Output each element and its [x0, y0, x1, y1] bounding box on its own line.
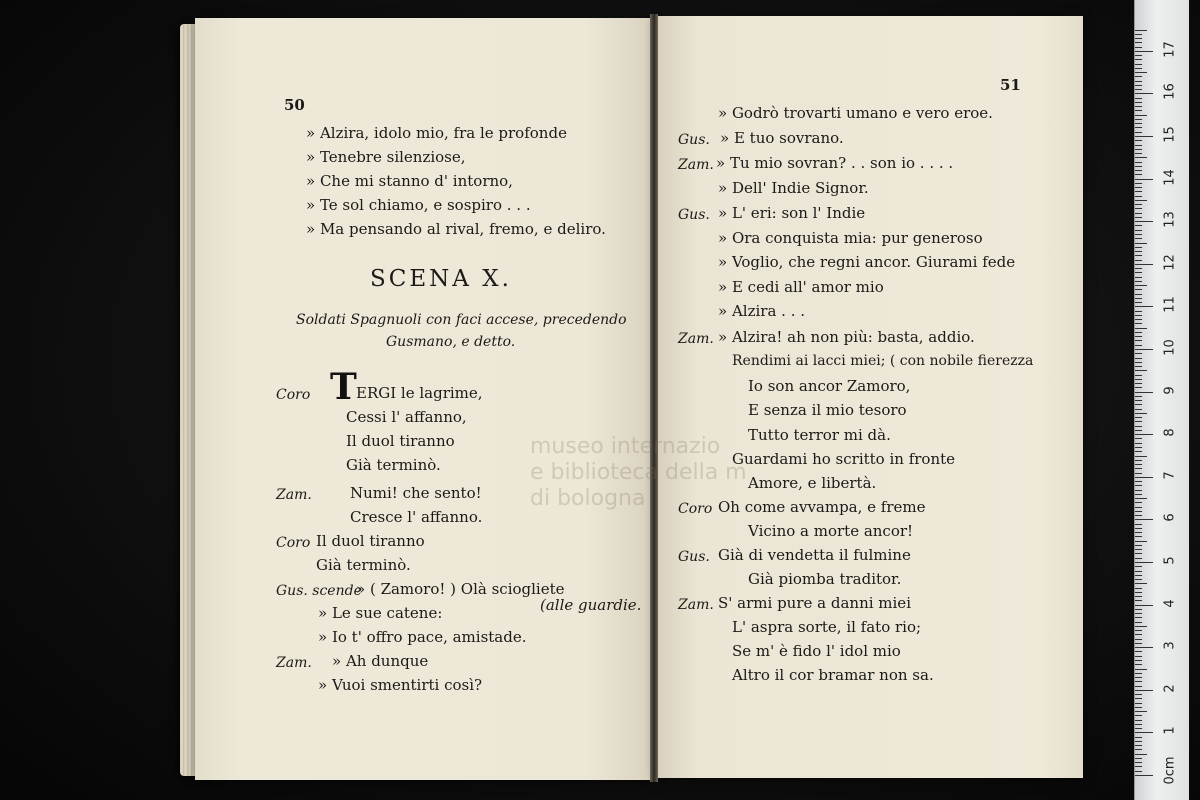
ruler-tick [1135, 396, 1142, 397]
dialogue-line: ERGI le lagrime, [356, 384, 483, 402]
watermark-line2: e biblioteca della m [530, 460, 747, 485]
ruler-tick [1135, 720, 1142, 721]
ruler-tick [1135, 98, 1142, 99]
ruler-tick [1135, 583, 1147, 584]
ruler-number: 7 [1162, 471, 1178, 480]
ruler-tick [1135, 353, 1142, 354]
ruler-tick [1135, 532, 1142, 533]
ruler-tick [1135, 115, 1147, 116]
ruler-tick [1135, 230, 1142, 231]
ruler-tick [1135, 579, 1142, 580]
ruler-tick [1135, 494, 1142, 495]
ruler-number: 14 [1162, 168, 1178, 186]
ruler-tick [1135, 758, 1142, 759]
dialogue-line: Il duol tiranno [346, 432, 455, 450]
ruler-tick [1135, 421, 1142, 422]
dialogue-line: » Tu mio sovran? . . son io . . . . [716, 154, 954, 172]
ruler-tick [1135, 366, 1142, 367]
ruler-tick [1135, 55, 1142, 56]
dialogue-line: » Ah dunque [332, 652, 429, 670]
drop-cap: T [330, 366, 357, 408]
ruler-tick [1135, 605, 1153, 606]
ruler-number: 16 [1162, 83, 1178, 101]
ruler-tick [1135, 677, 1142, 678]
ruler-tick [1135, 162, 1142, 163]
dialogue-line: » ( Zamoro! ) Olà sciogliete [356, 580, 565, 598]
ruler-tick [1135, 153, 1142, 154]
ruler-tick [1135, 519, 1153, 520]
dialogue-line: Guardami ho scritto in fronte [732, 450, 956, 468]
dialogue-line: Se m' è fido l' idol mio [732, 642, 901, 660]
ruler-tick [1135, 238, 1142, 239]
ruler-tick [1135, 481, 1142, 482]
ruler-number: 6 [1162, 513, 1178, 523]
ruler-tick [1135, 490, 1142, 491]
ruler-tick [1135, 102, 1142, 103]
ruler-tick [1135, 127, 1142, 128]
ruler-tick [1135, 289, 1142, 290]
speaker-label: Zam. [678, 157, 714, 173]
ruler-tick [1135, 387, 1142, 388]
dialogue-line: » Godrò trovarti umano e vero eroe. [718, 104, 993, 122]
ruler-tick [1135, 149, 1142, 150]
dialogue-line: Numi! che sento! [350, 484, 482, 502]
dialogue-line: Cessi l' affanno, [346, 408, 467, 426]
verse-line: » Che mi stanno d' intorno, [306, 172, 513, 190]
dialogue-line: » Dell' Indie Signor. [718, 179, 869, 197]
ruler-tick [1135, 306, 1153, 307]
ruler-tick [1135, 664, 1142, 665]
speaker-label: Zam. [678, 331, 714, 347]
ruler-tick [1135, 562, 1153, 563]
ruler-tick [1135, 255, 1142, 256]
ruler-tick [1135, 443, 1142, 444]
ruler-tick [1135, 711, 1147, 712]
ruler-tick [1135, 588, 1142, 589]
ruler-tick [1135, 622, 1142, 623]
ruler-tick [1135, 434, 1153, 435]
ruler-tick [1135, 460, 1142, 461]
ruler-tick [1135, 737, 1142, 738]
ruler-tick [1135, 771, 1142, 772]
ruler-tick [1135, 243, 1147, 244]
ruler-tick [1135, 281, 1142, 282]
ruler-tick [1135, 59, 1142, 60]
dialogue-line: L' aspra sorte, il fato rio; [732, 618, 922, 636]
ruler-tick [1135, 545, 1142, 546]
ruler-tick [1135, 358, 1142, 359]
ruler-tick [1135, 656, 1142, 657]
ruler-tick [1135, 451, 1142, 452]
dialogue-line: » L' eri: son l' Indie [718, 204, 866, 222]
ruler-tick [1135, 724, 1142, 725]
ruler-tick [1135, 575, 1142, 576]
dialogue-line: Altro il cor bramar non sa. [732, 666, 934, 684]
ruler-number: 2 [1162, 684, 1178, 693]
dialogue-line: » Alzira! ah non più: basta, addio. [718, 328, 975, 346]
dialogue-line: » Alzira . . . [718, 302, 805, 320]
ruler-number: 15 [1162, 126, 1178, 143]
ruler-tick [1135, 536, 1142, 537]
speaker-label: Zam. [276, 655, 312, 671]
ruler-tick [1135, 400, 1142, 401]
speaker-label: Zam. [276, 487, 312, 503]
dialogue-line: » Io t' offro pace, amistade. [318, 628, 527, 646]
ruler-tick [1135, 754, 1147, 755]
speaker-label: Gus. [678, 207, 710, 223]
dialogue-line: » Ora conquista mia: pur generoso [718, 229, 983, 247]
ruler-tick [1135, 123, 1142, 124]
ruler-tick [1135, 511, 1142, 512]
ruler-tick [1135, 626, 1147, 627]
ruler-tick [1135, 234, 1142, 235]
ruler-tick [1135, 703, 1142, 704]
ruler-tick [1135, 217, 1142, 218]
ruler-tick [1135, 119, 1142, 120]
ruler-tick [1135, 413, 1147, 414]
ruler-tick [1135, 609, 1142, 610]
ruler-tick [1135, 140, 1142, 141]
ruler-tick [1135, 85, 1142, 86]
dialogue-line: Già piomba traditor. [748, 570, 902, 588]
ruler-tick [1135, 732, 1153, 733]
ruler-tick [1135, 51, 1153, 52]
ruler-tick [1135, 179, 1153, 180]
ruler-tick [1135, 379, 1142, 380]
ruler-tick [1135, 196, 1142, 197]
verse-line: » Ma pensando al rival, fremo, e deliro. [306, 220, 606, 238]
ruler-tick [1135, 749, 1142, 750]
ruler-tick [1135, 362, 1142, 363]
ruler-tick [1135, 375, 1142, 376]
ruler-tick [1135, 686, 1142, 687]
watermark-line3: di bologna [530, 486, 646, 511]
ruler-number: 3 [1162, 641, 1178, 650]
ruler-tick [1135, 634, 1142, 635]
ruler-tick [1135, 600, 1142, 601]
speaker-label: Coro [276, 387, 311, 403]
ruler-tick [1135, 200, 1147, 201]
dialogue-line: Tutto terror mi dà. [748, 426, 891, 444]
ruler-tick [1135, 566, 1142, 567]
ruler-tick [1135, 507, 1142, 508]
ruler-tick [1135, 302, 1142, 303]
ruler-tick [1135, 208, 1142, 209]
ruler-tick [1135, 571, 1142, 572]
ruler-tick [1135, 191, 1142, 192]
dialogue-line: S' armi pure a danni miei [718, 594, 911, 612]
ruler-tick [1135, 311, 1142, 312]
book-gutter [650, 14, 658, 782]
ruler-tick [1135, 213, 1142, 214]
ruler-tick [1135, 473, 1142, 474]
dialogue-line: Io son ancor Zamoro, [748, 377, 911, 395]
ruler-tick [1135, 498, 1147, 499]
measuring-ruler [1134, 0, 1189, 800]
scene-title: SCENA X. [370, 266, 512, 292]
ruler-tick [1135, 690, 1153, 691]
ruler-tick [1135, 323, 1142, 324]
ruler-tick [1135, 502, 1142, 503]
dialogue-line: Cresce l' affanno. [350, 508, 483, 526]
ruler-tick [1135, 106, 1142, 107]
ruler-tick [1135, 132, 1142, 133]
ruler-number: 13 [1162, 211, 1178, 228]
ruler-tick [1135, 549, 1142, 550]
ruler-tick [1135, 247, 1142, 248]
ruler-tick [1135, 136, 1153, 137]
dialogue-line: E senza il mio tesoro [748, 401, 907, 419]
aside-direction: (alle guardie. [540, 596, 642, 614]
dialogue-line: Già di vendetta il fulmine [718, 546, 911, 564]
dialogue-line: Vicino a morte ancor! [748, 522, 914, 540]
dialogue-line: » Le sue catene: [318, 604, 443, 622]
ruler-tick [1135, 187, 1142, 188]
ruler-tick [1135, 613, 1142, 614]
dialogue-line: Rendimi ai lacci miei; ( con nobile fierezza [732, 353, 1034, 369]
ruler-tick [1135, 707, 1142, 708]
ruler-tick [1135, 47, 1142, 48]
ruler-tick [1135, 68, 1142, 69]
dialogue-line: Già terminò. [316, 556, 411, 574]
verse-line: » Tenebre silenziose, [306, 148, 466, 166]
ruler-tick [1135, 673, 1142, 674]
ruler-tick [1135, 596, 1142, 597]
ruler-tick [1135, 456, 1147, 457]
ruler-tick [1135, 715, 1142, 716]
ruler-tick [1135, 728, 1142, 729]
stage-direction-line2: Gusmano, e detto. [386, 334, 516, 350]
ruler-tick [1135, 349, 1153, 350]
ruler-tick [1135, 225, 1142, 226]
ruler-number: 5 [1162, 556, 1178, 565]
dialogue-line: Già terminò. [346, 456, 441, 474]
ruler-tick [1135, 681, 1142, 682]
ruler-number: 9 [1162, 385, 1178, 395]
ruler-tick [1135, 277, 1142, 278]
ruler-tick [1135, 204, 1142, 205]
ruler-tick [1135, 409, 1142, 410]
ruler-tick [1135, 298, 1142, 299]
dialogue-line: » Voglio, che regni ancor. Giurami fede [718, 253, 1016, 271]
ruler-number: 10 [1162, 339, 1178, 356]
ruler-tick [1135, 89, 1142, 90]
speaker-label: Zam. [678, 597, 714, 613]
ruler-tick [1135, 766, 1142, 767]
ruler-tick [1135, 528, 1142, 529]
stage-direction-line1: Soldati Spagnuoli con faci accese, precedendo [296, 312, 627, 328]
ruler-tick [1135, 541, 1147, 542]
ruler-tick [1135, 336, 1142, 337]
ruler-tick [1135, 669, 1147, 670]
ruler-tick [1135, 294, 1142, 295]
ruler-tick [1135, 110, 1142, 111]
ruler-tick [1135, 553, 1142, 554]
ruler-tick [1135, 340, 1142, 341]
verse-line: » Alzira, idolo mio, fra le profonde [306, 124, 567, 142]
ruler-tick [1135, 264, 1153, 265]
ruler-tick [1135, 174, 1142, 175]
ruler-tick [1135, 268, 1142, 269]
ruler-tick [1135, 157, 1147, 158]
ruler-tick [1135, 166, 1142, 167]
ruler-tick [1135, 515, 1142, 516]
ruler-tick [1135, 447, 1142, 448]
ruler-tick [1135, 775, 1153, 776]
ruler-tick [1135, 741, 1142, 742]
ruler-tick [1135, 221, 1153, 222]
ruler-tick [1135, 762, 1142, 763]
verse-line: » Te sol chiamo, e sospiro . . . [306, 196, 531, 214]
ruler-tick [1135, 38, 1142, 39]
ruler-tick [1135, 630, 1142, 631]
ruler-tick [1135, 76, 1142, 77]
ruler-tick [1135, 438, 1142, 439]
ruler-tick [1135, 332, 1142, 333]
ruler-tick [1135, 285, 1147, 286]
ruler-tick [1135, 370, 1147, 371]
ruler-tick [1135, 745, 1142, 746]
ruler-tick [1135, 430, 1142, 431]
ruler-tick [1135, 524, 1142, 525]
dialogue-line: Amore, e libertà. [748, 474, 877, 492]
dialogue-line: » E cedi all' amor mio [718, 278, 884, 296]
ruler-tick [1135, 145, 1142, 146]
speaker-label: Gus. [678, 549, 710, 565]
ruler-tick [1135, 647, 1153, 648]
ruler-tick [1135, 404, 1142, 405]
ruler-number: 0cm [1162, 756, 1178, 785]
watermark-line1: museo internazio [530, 434, 721, 459]
ruler-tick [1135, 315, 1142, 316]
ruler-tick [1135, 464, 1142, 465]
ruler-tick [1135, 30, 1147, 31]
ruler-tick [1135, 651, 1142, 652]
ruler-number: 1 [1162, 726, 1178, 736]
dialogue-line: » Vuoi smentirti così? [318, 676, 483, 694]
ruler-number: 11 [1162, 296, 1178, 314]
ruler-tick [1135, 93, 1153, 94]
ruler-tick [1135, 426, 1142, 427]
ruler-tick [1135, 477, 1153, 478]
ruler-tick [1135, 417, 1142, 418]
ruler-tick [1135, 42, 1142, 43]
ruler-tick [1135, 170, 1142, 171]
ruler-tick [1135, 698, 1142, 699]
ruler-tick [1135, 485, 1142, 486]
ruler-tick [1135, 260, 1142, 261]
ruler-tick [1135, 383, 1142, 384]
ruler-tick [1135, 592, 1142, 593]
ruler-tick [1135, 639, 1142, 640]
ruler-number: 4 [1162, 598, 1178, 608]
ruler-number: 12 [1162, 254, 1178, 271]
ruler-tick [1135, 183, 1142, 184]
speaker-label: Gus. scende [276, 583, 362, 599]
speaker-label: Gus. [678, 132, 710, 148]
ruler-tick [1135, 272, 1142, 273]
ruler-tick [1135, 694, 1142, 695]
ruler-tick [1135, 64, 1142, 65]
ruler-number: 17 [1162, 41, 1178, 58]
ruler-tick [1135, 81, 1142, 82]
right-page-number: 51 [1000, 76, 1021, 94]
ruler-tick [1135, 392, 1153, 393]
ruler-tick [1135, 251, 1142, 252]
ruler-tick [1135, 617, 1142, 618]
ruler-tick [1135, 558, 1142, 559]
ruler-tick [1135, 345, 1142, 346]
dialogue-line: Il duol tiranno [316, 532, 425, 550]
ruler-tick [1135, 328, 1147, 329]
ruler-tick [1135, 72, 1147, 73]
speaker-label: Coro [276, 535, 311, 551]
ruler-tick [1135, 660, 1142, 661]
ruler-tick [1135, 34, 1142, 35]
speaker-label: Coro [678, 501, 713, 517]
ruler-number: 8 [1162, 428, 1178, 437]
ruler-tick [1135, 468, 1142, 469]
dialogue-line: Oh come avvampa, e freme [718, 498, 926, 516]
ruler-tick [1135, 643, 1142, 644]
ruler-tick [1135, 319, 1142, 320]
dialogue-line: » E tuo sovrano. [720, 129, 844, 147]
left-page-number: 50 [284, 96, 305, 114]
